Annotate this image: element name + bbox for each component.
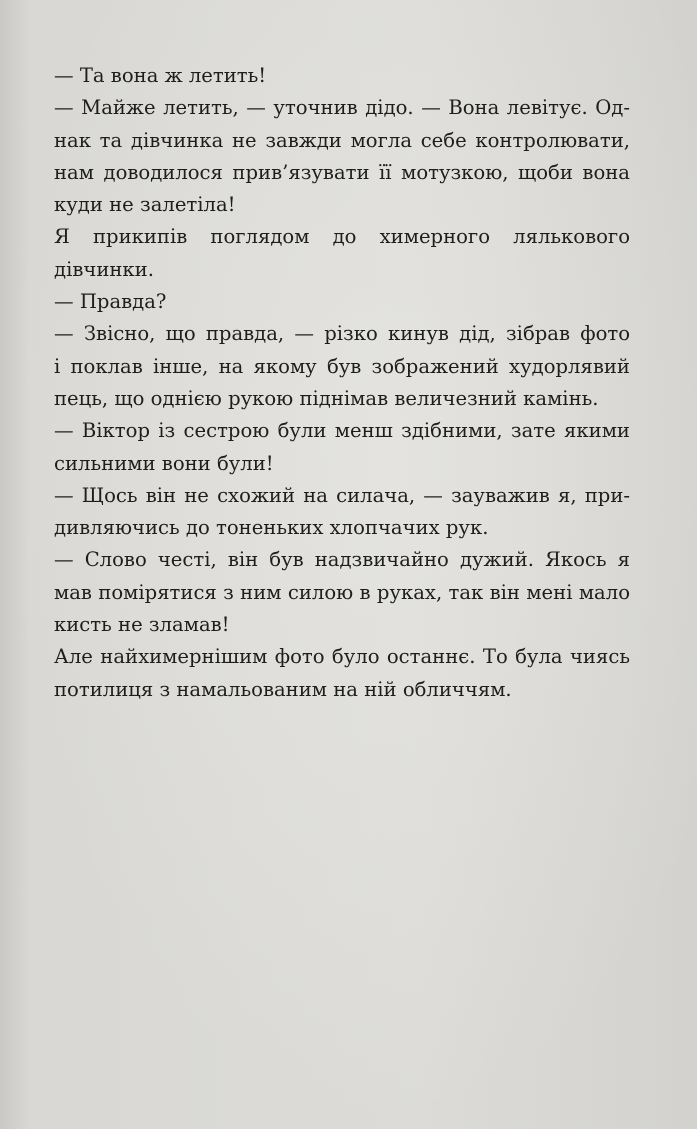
text-line: і поклав інше, на якому був зображений худорлявий [54, 354, 630, 378]
text-line: пець, що однією рукою піднімав величезний камінь. [54, 386, 599, 410]
text-line: — Звісно, що правда, — різко кинув дід, зібрав фото [54, 322, 630, 346]
text-line: — Щось він не схожий на силача, — зауважив я, при- [54, 483, 630, 507]
text-line: мав помірятися з ним силою в руках, так він мені мало [54, 580, 630, 604]
text-line: Але найхимернішим фото було останнє. То була чиясь [54, 645, 630, 669]
text-line: — Віктор із сестрою були менш здібними, зате якими [54, 419, 630, 443]
text-line: — Та вона ж летить! [54, 64, 267, 87]
text-line: куди не залетіла! [54, 193, 236, 217]
text-line: сильними вони були! [54, 451, 274, 475]
text-line: дівчинки. [54, 257, 154, 281]
text-line: — Слово честі, він був надзвичайно дужий. Якось я [54, 548, 630, 572]
text-line: Я прикипів поглядом до химерного лялькового [54, 225, 630, 249]
page-text [54, 60, 630, 706]
text-line: потилиця з намальованим на ній обличчям. [54, 677, 512, 701]
text-line: кисть не зламав! [54, 613, 230, 637]
text-line: — Правда? [54, 290, 167, 314]
text-line: — Майже летить, — уточнив дідо. — Вона левітує. Од- [54, 96, 630, 120]
text-line: нам доводилося прив’язувати її мотузкою, щоби вона [54, 160, 630, 184]
text-line: нак та дівчинка не завжди могла себе контролювати, [54, 128, 630, 152]
text-line: дивляючись до тоненьких хлопчачих рук. [54, 516, 489, 540]
